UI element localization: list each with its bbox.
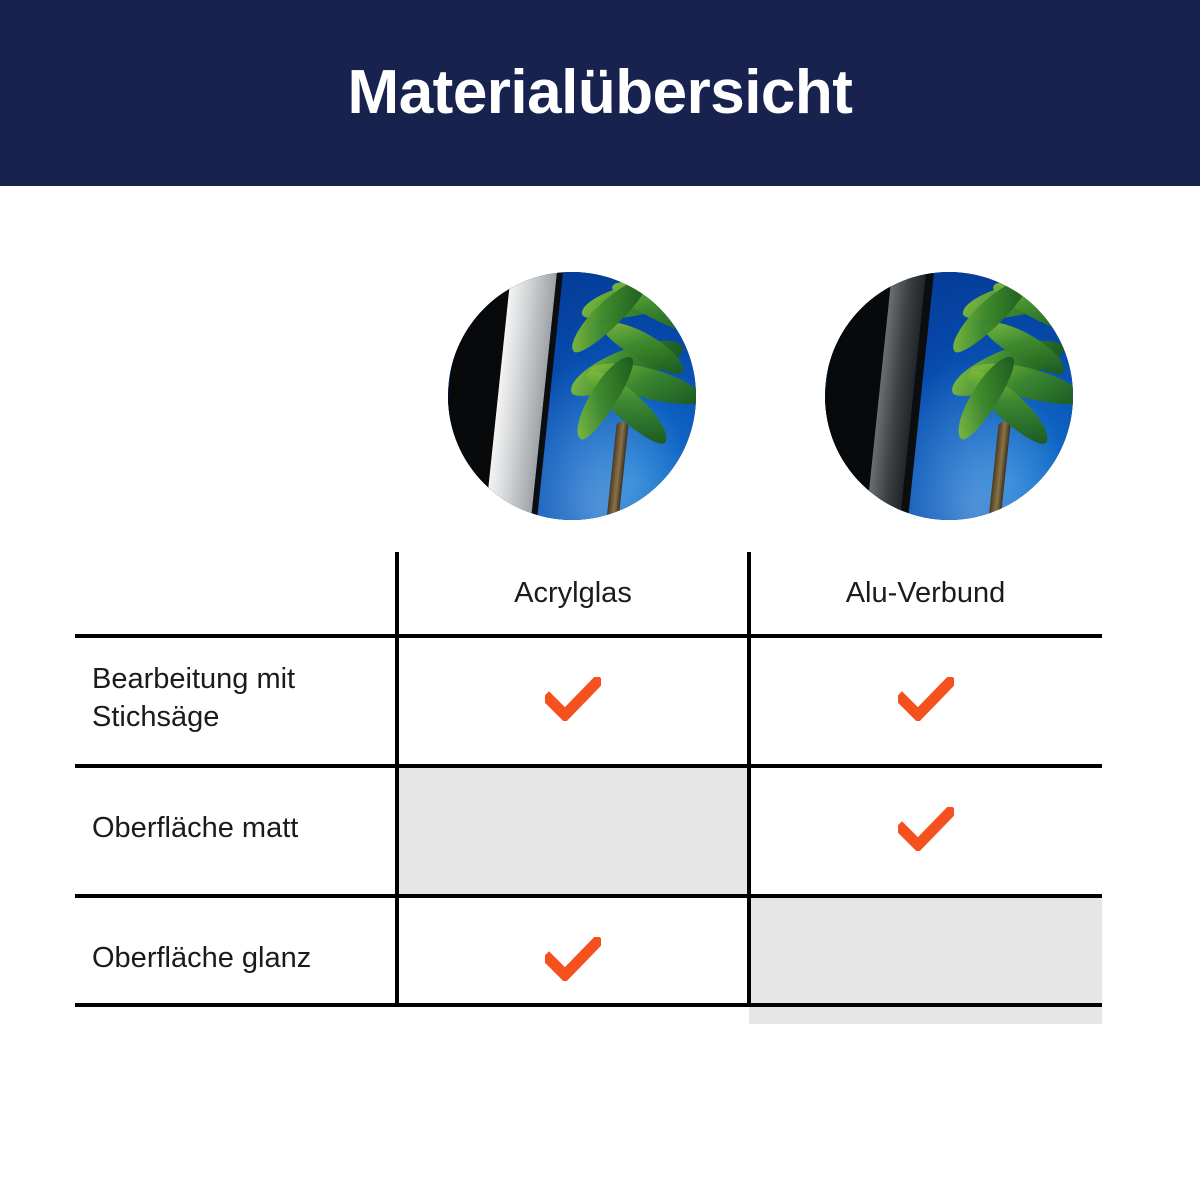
table-divider-vertical: [747, 552, 751, 1003]
table-divider: [75, 894, 1102, 898]
table-row: [75, 764, 1102, 894]
table-row-label: Oberfläche matt: [92, 812, 299, 845]
table-divider: [75, 764, 1102, 768]
table-header-row: [75, 552, 1102, 634]
page-header: [0, 0, 1200, 186]
table-divider: [75, 634, 1102, 638]
thumbnail-row: [0, 272, 1200, 522]
check-icon: [898, 807, 954, 851]
table-cell-alu-verbund: [749, 764, 1102, 894]
alu-verbund-thumbnail: [825, 272, 1073, 520]
table-divider-vertical: [395, 552, 399, 1003]
table-row: [75, 634, 1102, 764]
material-comparison-table: [75, 552, 1102, 1024]
table-cell-alu-verbund: [749, 634, 1102, 764]
table-cell-acrylglas: [397, 634, 749, 764]
check-icon: [545, 937, 601, 981]
acrylglas-thumbnail: [448, 272, 696, 520]
table-row-label: Oberfläche glanz: [92, 942, 312, 975]
table-header-cell-acrylglas: Acrylglas: [514, 576, 632, 609]
table-header-cell-empty: [75, 552, 397, 634]
page-title: Materialübersicht: [347, 58, 853, 127]
check-icon: [545, 677, 601, 721]
check-icon: [898, 677, 954, 721]
table-header-cell-alu-verbund: Alu-Verbund: [845, 576, 1006, 609]
table-row-label: Bearbeitung mit Stichsäge: [92, 663, 296, 733]
table-divider: [75, 1003, 1102, 1007]
table-cell-acrylglas: [397, 764, 749, 894]
